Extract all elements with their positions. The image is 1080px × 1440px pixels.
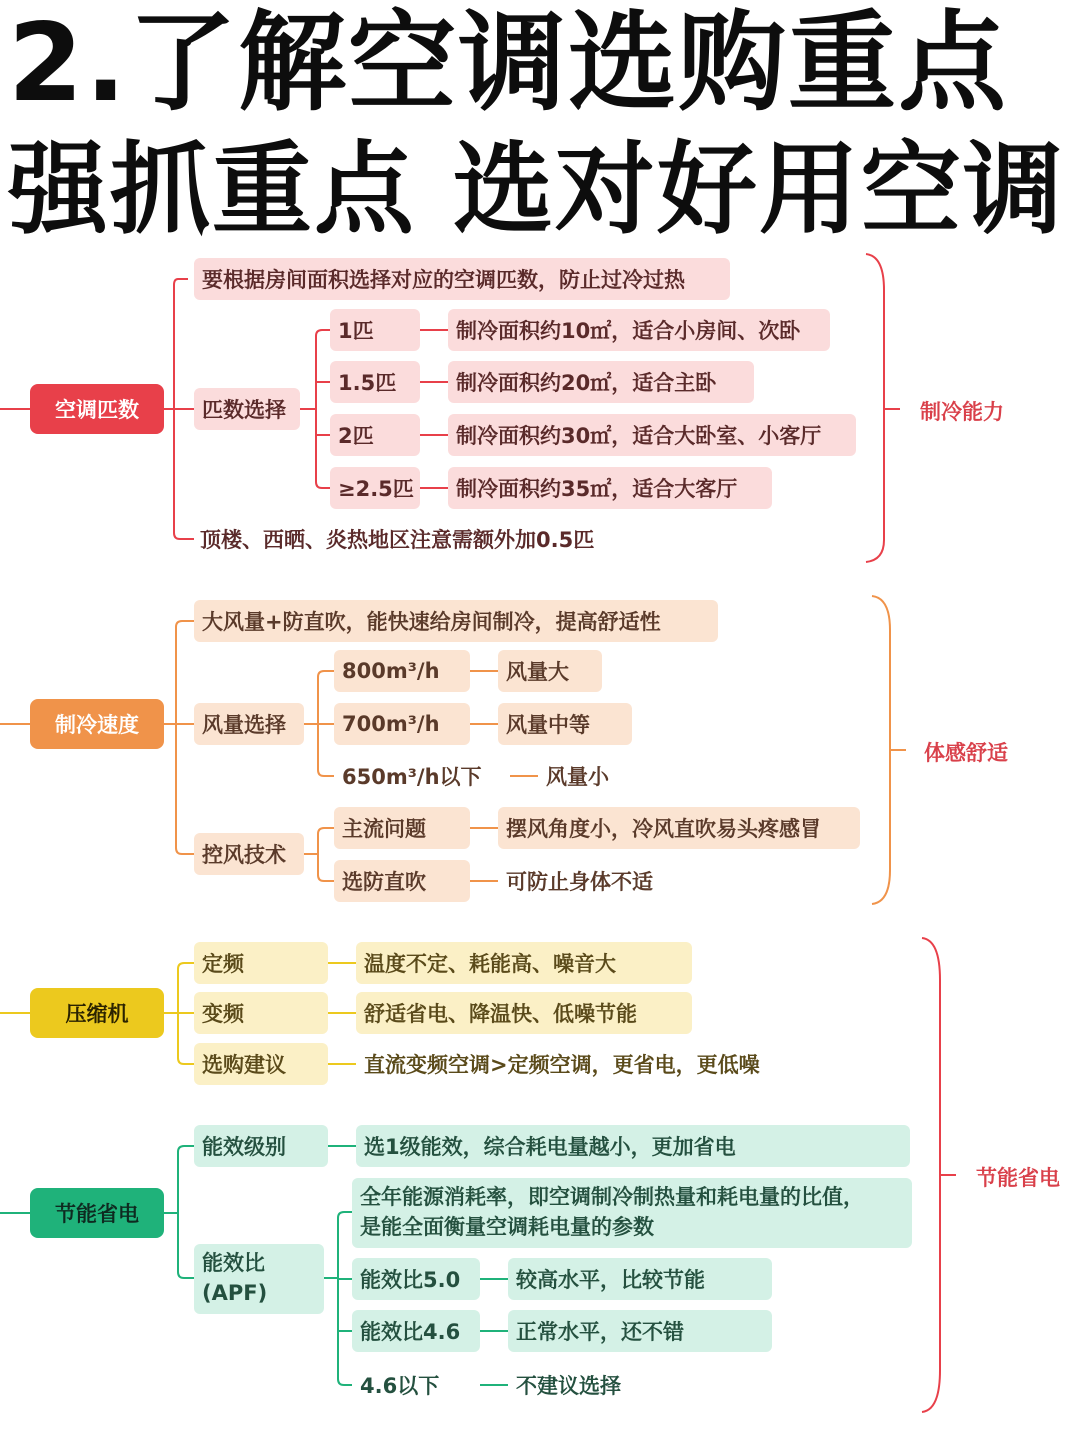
airflow-desc-2: 风量中等 (498, 703, 632, 745)
root-node-cooling: 空调匹数 (30, 384, 164, 434)
speed-top-note: 大风量+防直吹，能快速给房间制冷，提高舒适性 (194, 600, 718, 642)
hp-option-2: 1.5匹 (330, 361, 420, 403)
ratio-desc-3: 不建议选择 (516, 1374, 621, 1398)
sub-title: 强抓重点 选对好用空调 (8, 131, 1065, 248)
tech-desc-1: 摆风角度小，冷风直吹易头疼感冒 (498, 807, 860, 849)
compressor-label-2: 变频 (194, 992, 328, 1034)
energy-apf-label-line2: (APF) (202, 1281, 268, 1305)
energy-apf-desc-line1: 全年能源消耗率，即空调制冷制热量和耗电量的比值， (360, 1185, 864, 1209)
hp-option-3: 2匹 (330, 414, 420, 456)
ratio-value-2: 能效比4.6 (352, 1310, 480, 1352)
ratio-value-3: 4.6以下 (360, 1374, 440, 1398)
airflow-value-1: 800m³/h (334, 650, 470, 692)
airflow-desc-3: 风量小 (546, 765, 609, 789)
compressor-desc-3: 直流变频空调>定频空调，更省电，更低噪 (364, 1053, 760, 1077)
side-label-cooling: 制冷能力 (920, 400, 1004, 424)
side-label-energy: 节能省电 (976, 1166, 1060, 1190)
energy-apf-label (194, 1244, 324, 1314)
cooling-top-note: 要根据房间面积选择对应的空调匹数，防止过冷过热 (194, 258, 730, 300)
airflow-value-3: 650m³/h以下 (342, 765, 482, 789)
side-label-speed: 体感舒适 (924, 741, 1008, 765)
ratio-desc-2: 正常水平，还不错 (508, 1310, 772, 1352)
energy-apf-desc-line2: 是能全面衡量空调耗电量的参数 (360, 1215, 654, 1239)
airflow-desc-1: 风量大 (498, 650, 602, 692)
energy-apf-desc (352, 1178, 912, 1248)
hp-option-4: ≥2.5匹 (330, 467, 420, 509)
hp-option-3-desc: 制冷面积约30㎡，适合大卧室、小客厅 (448, 414, 856, 456)
hp-option-2-desc: 制冷面积约20㎡，适合主卧 (448, 361, 754, 403)
compressor-desc-1: 温度不定、耗能高、噪音大 (356, 942, 692, 984)
root-node-energy: 节能省电 (30, 1188, 164, 1238)
compressor-desc-2: 舒适省电、降温快、低噪节能 (356, 992, 692, 1034)
energy-level-label: 能效级别 (194, 1125, 328, 1167)
ratio-desc-1: 较高水平，比较节能 (508, 1258, 772, 1300)
energy-level-desc: 选1级能效，综合耗电量越小，更加省电 (356, 1125, 910, 1167)
tech-item-2: 选防直吹 (334, 860, 470, 902)
speed-airflow-label: 风量选择 (194, 703, 304, 745)
tech-desc-2: 可防止身体不适 (506, 870, 653, 894)
hp-option-4-desc: 制冷面积约35㎡，适合大客厅 (448, 467, 772, 509)
compressor-label-3: 选购建议 (194, 1043, 328, 1085)
energy-apf-label-line1: 能效比 (202, 1251, 265, 1275)
hp-option-1: 1匹 (330, 309, 420, 351)
compressor-label-1: 定频 (194, 942, 328, 984)
root-node-speed: 制冷速度 (30, 699, 164, 749)
speed-tech-label: 控风技术 (194, 833, 304, 875)
hp-option-1-desc: 制冷面积约10㎡，适合小房间、次卧 (448, 309, 830, 351)
cooling-bottom-note: 顶楼、西晒、炎热地区注意需额外加0.5匹 (200, 528, 595, 552)
cooling-choose-label: 匹数选择 (194, 388, 300, 430)
ratio-value-1: 能效比5.0 (352, 1258, 480, 1300)
tech-item-1: 主流问题 (334, 807, 470, 849)
root-node-compressor: 压缩机 (30, 988, 164, 1038)
airflow-value-2: 700m³/h (334, 703, 470, 745)
main-title: 2.了解空调选购重点 (8, 1, 1009, 126)
